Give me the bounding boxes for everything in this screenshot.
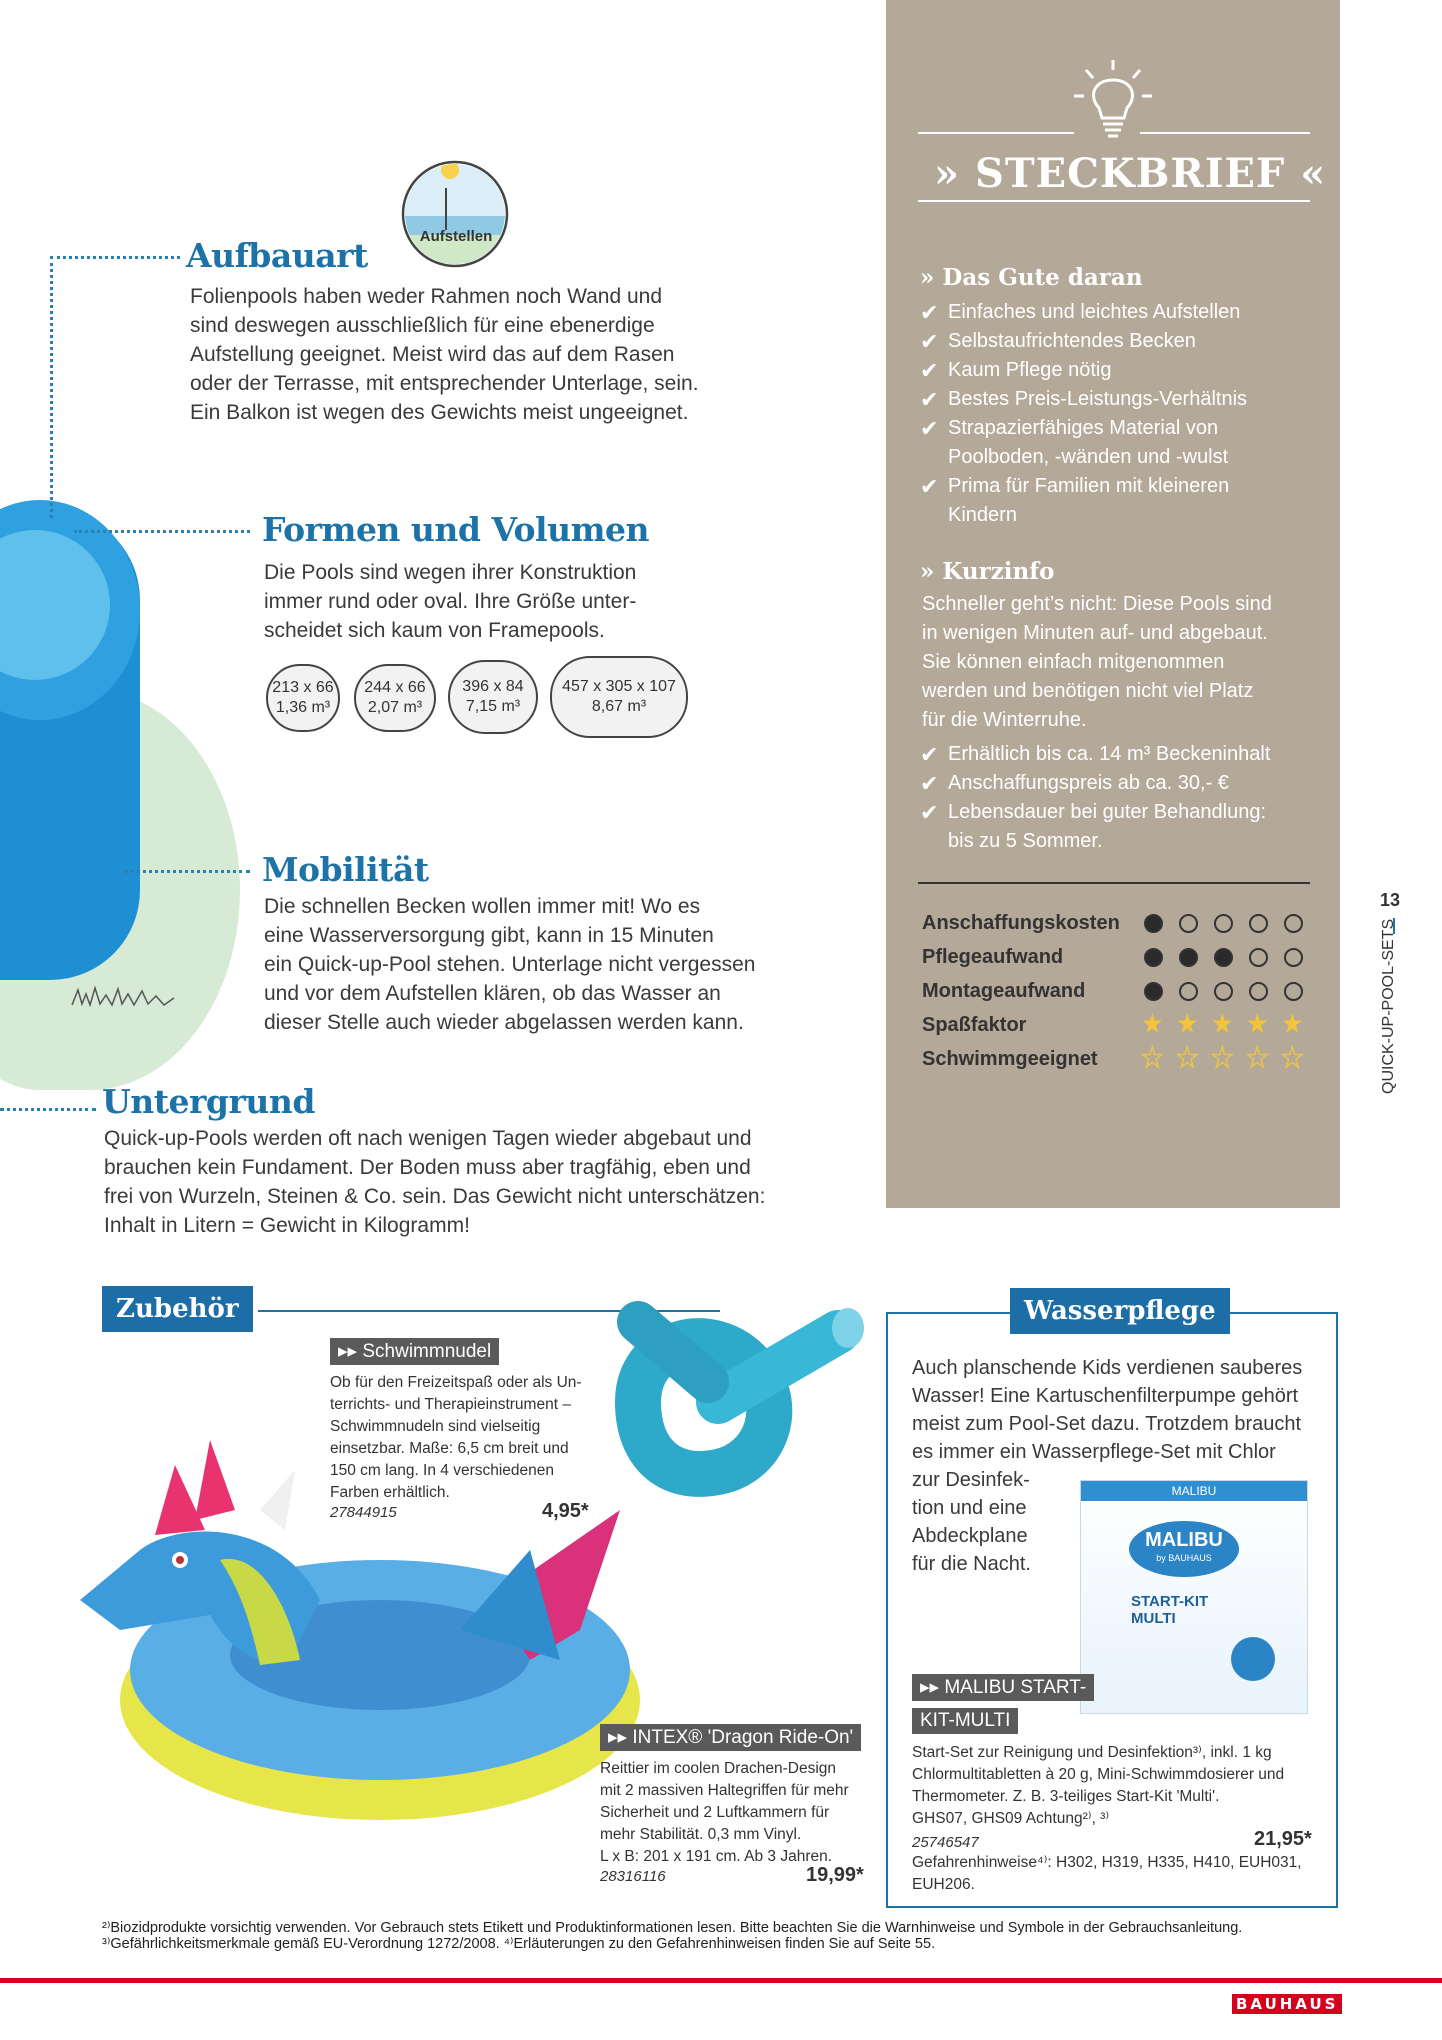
pool-noodle-image — [598, 1292, 870, 1498]
rating-dot-empty — [1284, 914, 1303, 933]
grass-sketch-icon — [70, 980, 180, 1014]
malibu-product-image — [1080, 1480, 1308, 1714]
rating-star-filled-icon: ★ — [1141, 1007, 1164, 1040]
list-item: ✔ Prima für Familien mit kleineren Kindern — [920, 474, 1230, 526]
rating-dot-filled — [1179, 948, 1198, 967]
mobilitaet-text: Die schnellen Becken wollen immer mit! Wo es eine Wasserversorgung gibt, kann in 15 Minuten ein Quick-up-Pool stehen. Unterlage nicht vergessen und vor dem Aufstellen klären, ob das Wasser an dieser Stelle auch wieder abgelassen werden kann. — [264, 895, 756, 1034]
zubehoer-heading: Zubehör — [102, 1286, 253, 1332]
rating-dot-empty — [1214, 914, 1233, 933]
gut-heading: » Das Gute daran — [920, 264, 1143, 291]
rating-dot-empty — [1249, 982, 1268, 1001]
rating-label: Montageaufwand — [922, 980, 1086, 1002]
malibu-name-line2: KIT-MULTI — [912, 1708, 1018, 1734]
wasserpflege-text: Auch planschende Kids verdienen sauberes Wasser! Eine Kartuschenfilterpumpe gehört meist zum Pool-Set dazu. Trotzdem braucht es immer ein Wasserpflege-Set mit Chlor zur Desinfek- tion und eine Abdeckplane für die Nacht. — [912, 1357, 1303, 1575]
wasserpflege-heading: Wasserpflege — [1010, 1288, 1230, 1334]
section-label: QUICK-UP-POOL-SETS — [1380, 918, 1397, 1094]
kurzinfo-heading: » Kurzinfo — [920, 558, 1055, 585]
connector-line-formen — [74, 530, 250, 533]
rating-dot-empty — [1214, 982, 1233, 1001]
rating-star-empty-icon: ★ — [1211, 1041, 1234, 1074]
dragon-price: 19,99* — [806, 1864, 864, 1886]
schwimmnudel-art-number: 27844915 — [330, 1504, 397, 1521]
rating-dot-empty — [1249, 914, 1268, 933]
rating-star-empty-icon: ★ — [1141, 1041, 1164, 1074]
malibu-desc: Start-Set zur Reinigung und Desinfektion³⁾, inkl. 1 kg Chlormultitabletten à 20 g, Mini-Schwimmdosierer und Thermometer. Z. B. 3-teiliges Start-Kit 'Multi'. GHS07, GHS09 Achtung²⁾, ³⁾ — [912, 1744, 1285, 1827]
rating-dot-empty — [1249, 948, 1268, 967]
dispenser-shape — [1231, 1637, 1275, 1681]
dragon-name: ▸▸ INTEX® 'Dragon Ride-On' — [600, 1724, 861, 1751]
malibu-art-number: 25746547 — [912, 1834, 979, 1851]
list-item: ✔ Selbstaufrichtendes Becken — [920, 329, 1196, 354]
steckbrief-panel — [886, 0, 1340, 1208]
untergrund-text: Quick-up-Pools werden oft nach wenigen Tagen wieder abgebaut und brauchen kein Fundament. Der Boden muss aber tragfähig, eben und frei von Wurzeln, Steinen & Co. sein. Das Gewicht nicht unterschätzen: Inhalt in Litern = Gewicht in Kilogramm! — [104, 1127, 766, 1237]
list-item: ✔ Strapazierfähiges Material von Poolboden, -wänden und -wulst — [920, 416, 1229, 468]
page-number: 13 — [1380, 890, 1401, 910]
rating-star-filled-icon: ★ — [1176, 1007, 1199, 1040]
gut-list — [920, 298, 1330, 530]
connector-line-aufbau-vertical — [50, 256, 53, 518]
kurzinfo-list — [920, 740, 1330, 856]
rating-star-empty-icon: ★ — [1281, 1041, 1304, 1074]
aufbauart-text: Folienpools haben weder Rahmen noch Wand und sind deswegen ausschließlich für eine ebenerdige Aufstellung geeignet. Meist wird das auf dem Rasen oder der Terrasse, mit entsprechender Unterlage, sein. Ein Balkon ist wegen des Gewichts meist ungeeignet. — [190, 285, 699, 424]
list-item: ✔ Anschaffungspreis ab ca. 30,- € — [920, 771, 1229, 796]
dragon-desc: Reittier im coolen Drachen-Design mit 2 massiven Haltegriffen für mehr Sicherheit und 2 Luftkammern für mehr Stabilität. 0,3 mm Vinyl. L x B: 201 x 191 cm. Ab 3 Jahren. — [600, 1760, 849, 1865]
rating-dot-empty — [1284, 982, 1303, 1001]
rating-star-empty-icon: ★ — [1176, 1041, 1199, 1074]
rating-table — [922, 902, 1332, 1082]
list-item: ✔ Erhältlich bis ca. 14 m³ Beckeninhalt — [920, 742, 1271, 767]
connector-line-aufbau — [50, 256, 180, 259]
list-item: ✔ Einfaches und leichtes Aufstellen — [920, 300, 1241, 325]
rating-star-filled-icon: ★ — [1211, 1007, 1234, 1040]
rating-dot-filled — [1214, 948, 1233, 967]
malibu-box-name: START-KIT MULTI — [1131, 1593, 1209, 1627]
malibu-box-top: MALIBU — [1081, 1481, 1307, 1501]
rating-star-filled-icon: ★ — [1281, 1007, 1304, 1040]
size-oval: 396 x 84 7,15 m³ — [448, 660, 538, 734]
untergrund-heading: Untergrund — [102, 1082, 315, 1121]
rating-dot-filled — [1144, 948, 1163, 967]
aufstellen-icon — [400, 160, 512, 270]
malibu-hazards: Gefahrenhinweise⁴⁾: H302, H319, H335, H410, EUH031, EUH206. — [912, 1854, 1302, 1893]
divider — [1140, 132, 1310, 134]
malibu-logo: MALIBU by BAUHAUS — [1129, 1521, 1239, 1577]
rating-label: Anschaffungskosten — [922, 912, 1120, 934]
schwimmnudel-price: 4,95* — [542, 1500, 589, 1522]
rating-dot-empty — [1284, 948, 1303, 967]
list-item: ✔ Bestes Preis-Leistungs-Verhältnis — [920, 387, 1248, 412]
divider — [918, 882, 1310, 884]
rating-star-filled-icon: ★ — [1246, 1007, 1269, 1040]
rating-dot-filled — [1144, 982, 1163, 1001]
rating-label: Spaßfaktor — [922, 1014, 1027, 1036]
malibu-name-line1: ▸▸ MALIBU START- — [912, 1674, 1094, 1701]
mobilitaet-heading: Mobilität — [262, 850, 429, 889]
aufstellen-icon-label: Aufstellen — [419, 228, 493, 245]
formen-text: Die Pools sind wegen ihrer Konstruktion immer rund oder oval. Ihre Größe unter- scheidet sich kaum von Framepools. — [264, 561, 637, 642]
connector-line-untergrund — [0, 1108, 96, 1111]
list-item: ✔ Lebensdauer bei guter Behandlung: bis zu 5 Sommer. — [920, 800, 1267, 852]
list-item: ✔ Kaum Pflege nötig — [920, 358, 1112, 383]
rating-star-empty-icon: ★ — [1246, 1041, 1269, 1074]
aufbauart-heading: Aufbauart — [186, 236, 368, 275]
footnotes: ²⁾Biozidprodukte vorsichtig verwenden. Vor Gebrauch stets Etikett und Produktinformationen lesen. Bitte beachten Sie die Warnhinweise und Symbole in der Gebrauchsanleitung. ³⁾Gefährlichkeitsmerkmale gemäß EU-Verordnung 1272/2008. ⁴⁾Erläuterungen zu den Gefahrenhinweisen finden Sie auf Seite 55. — [102, 1920, 1243, 1952]
steckbrief-title: » STECKBRIEF « — [934, 150, 1327, 197]
rating-label: Pflegeaufwand — [922, 946, 1064, 968]
bauhaus-logo: BAUHAUS — [1232, 1994, 1342, 2014]
connector-line-mobil — [124, 870, 250, 873]
size-oval: 213 x 66 1,36 m³ — [266, 664, 340, 732]
divider — [918, 132, 1074, 134]
dragon-art-number: 28316116 — [600, 1868, 666, 1885]
rating-dot-filled — [1144, 914, 1163, 933]
rating-label: Schwimmgeeignet — [922, 1048, 1098, 1070]
rating-dot-empty — [1179, 982, 1198, 1001]
kurzinfo-text: Schneller geht’s nicht: Diese Pools sind in wenigen Minuten auf- und abgebaut. Sie können einfach mitgenommen werden und benötigen nicht viel Platz für die Winterruhe. — [922, 593, 1272, 731]
schwimmnudel-name: ▸▸ Schwimmnudel — [330, 1338, 499, 1365]
size-oval: 244 x 66 2,07 m³ — [354, 664, 436, 732]
footer-red-line — [0, 1978, 1442, 1983]
divider — [918, 200, 1310, 202]
rating-dot-empty — [1179, 914, 1198, 933]
size-oval: 457 x 305 x 107 8,67 m³ — [550, 656, 688, 738]
formen-heading: Formen und Volumen — [262, 510, 649, 549]
malibu-price: 21,95* — [1254, 1828, 1312, 1850]
schwimmnudel-desc: Ob für den Freizeitspaß oder als Un- terrichts- und Therapieinstrument – Schwimmnudeln sind vielseitig einsetzbar. Maße: 6,5 cm breit und 150 cm lang. In 4 verschiedenen Farben erhältlich. — [330, 1374, 582, 1501]
